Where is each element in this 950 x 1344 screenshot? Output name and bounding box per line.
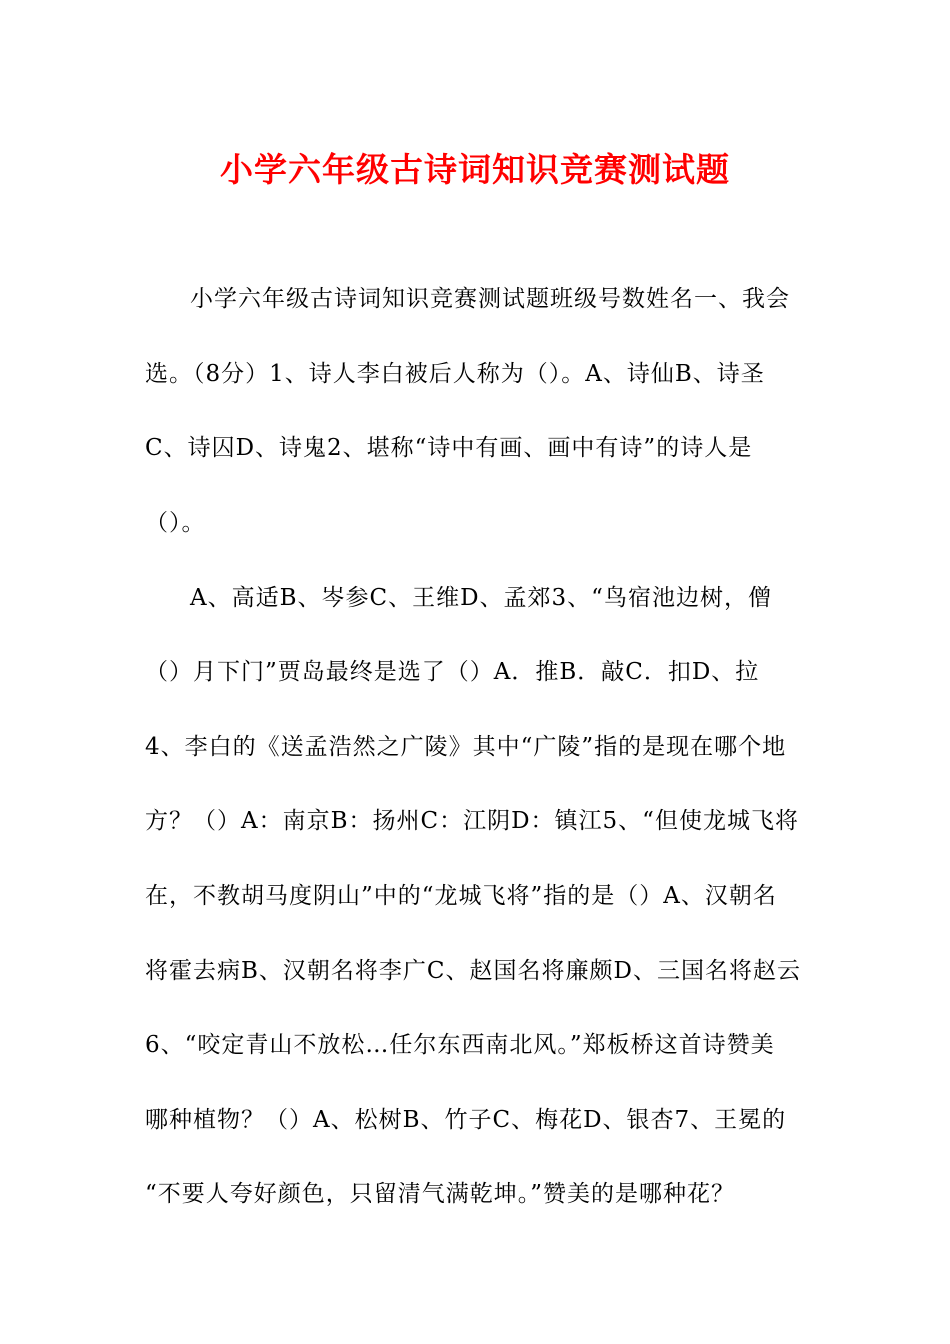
text-line-9: 在，不教胡马度阴山”中的“龙城飞将”指的是（）A、汉朝名 bbox=[145, 883, 777, 909]
text-line-12: 哪种植物？（）A、松树B、竹子C、梅花D、银杏7、王冕的 bbox=[145, 1107, 787, 1133]
text-line-1: 小学六年级古诗词知识竞赛测试题班级号数姓名一、我会 bbox=[190, 286, 790, 312]
text-line-2: 选。（8分）1、诗人李白被后人称为（）。A、诗仙B、诗圣 bbox=[145, 361, 765, 387]
text-line-3: C、诗囚D、诗鬼2、堪称“诗中有画、画中有诗”的诗人是 bbox=[145, 435, 753, 461]
text-line-13: “不要人夸好颜色，只留清气满乾坤。”赞美的是哪种花？ bbox=[145, 1181, 736, 1207]
text-line-10: 将霍去病B、汉朝名将李广C、赵国名将廉颇D、三国名将赵云 bbox=[145, 958, 801, 984]
document-title: 小学六年级古诗词知识竞赛测试题 bbox=[220, 150, 730, 189]
text-line-4: （）。 bbox=[145, 510, 206, 536]
text-line-5: A、高适B、岑参C、王维D、孟郊3、“鸟宿池边树，僧 bbox=[190, 585, 772, 611]
text-line-7: 4、李白的《送孟浩然之广陵》其中“广陵”指的是现在哪个地 bbox=[145, 734, 787, 760]
text-line-11: 6、“咬定青山不放松…任尔东西南北风。”郑板桥这首诗赞美 bbox=[145, 1032, 775, 1058]
text-line-6: （）月下门”贾岛最终是选了（）A．推B．敲C．扣D、拉 bbox=[145, 659, 760, 685]
text-line-8: 方？（）A：南京B：扬州C：江阴D：镇江5、“但使龙城飞将 bbox=[145, 808, 799, 834]
